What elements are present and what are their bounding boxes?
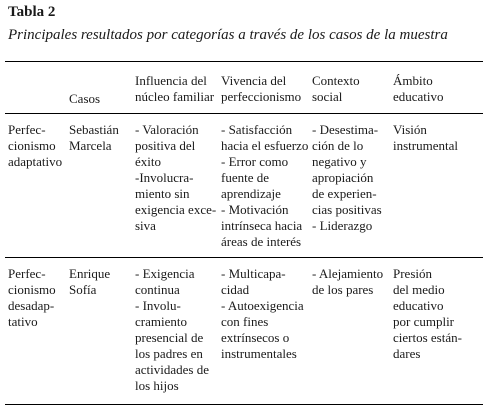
row-1-social: - Desestima- ción de lo negativo y apropiación de experien- cias positivas - Liderazgo <box>312 122 382 233</box>
row-2-category: Perfec- cionismo desadap- tativo <box>8 266 56 329</box>
row-1-familia: - Valoración positiva del éxito -Involucra- miento sin exigencia exce- siva <box>135 122 217 233</box>
row-1-vivencia: - Satisfacción hacia el esfuerzo - Error como fuente de aprendizaje - Motivación intrínseca hacia áreas de interés <box>221 122 309 249</box>
top-rule <box>5 61 483 62</box>
bottom-rule <box>5 404 483 405</box>
row-1-casos: Sebastián Marcela <box>69 122 119 153</box>
header-social: Contexto social <box>312 73 360 104</box>
row-1-category: Perfec- cionismo adaptativo <box>8 122 63 169</box>
row-1-educativo: Visión instrumental <box>393 122 458 153</box>
header-vivencia: Vivencia del perfeccionismo <box>221 73 302 104</box>
header-rule <box>5 113 483 114</box>
row-2-vivencia: - Multicapa- cidad - Autoexigencia con fines extrínsecos o instrumentales <box>221 266 304 361</box>
row-2-casos: Enrique Sofía <box>69 266 111 297</box>
table-title: Tabla 2 <box>8 4 56 20</box>
header-educativo: Ámbito educativo <box>393 73 444 104</box>
row-2-familia: - Exigencia continua - Involu- cramiento presencial de los padres en actividades de los hijos <box>135 266 209 393</box>
row-2-social: - Alejamiento de los pares <box>312 266 384 297</box>
row-rule <box>5 257 483 258</box>
header-familia: Influencia del núcleo familiar <box>135 73 215 104</box>
table-subtitle: Principales resultados por categorías a través de los casos de la muestra <box>8 27 448 43</box>
header-casos: Casos <box>69 91 101 106</box>
row-2-educativo: Presión del medio educativo por cumplir ciertos están- dares <box>393 266 462 361</box>
